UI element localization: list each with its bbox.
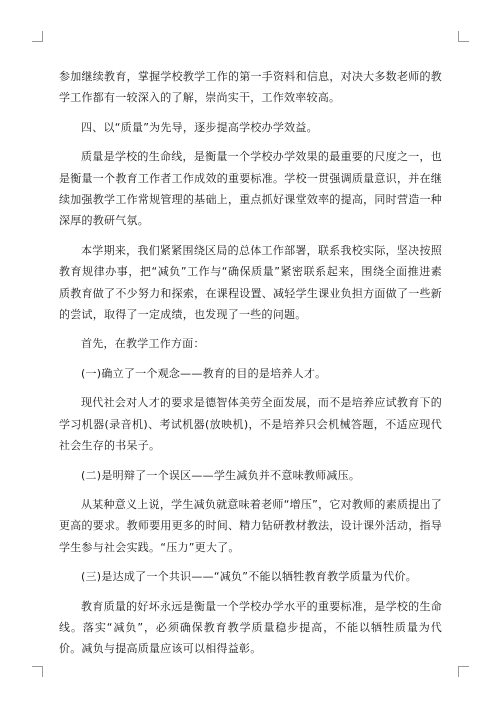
- crop-mark-bottom-left: [32, 666, 43, 677]
- paragraph-semester: 本学期来，我们紧紧围绕区局的总体工作部署，联系我校实际，坚决按照教育规律办事，把“减负”工作与“确保质量”紧密联系起来，围绕全面推进素质教育做了不少努力和探索，在课程设置、减轻学生课业负担方面做了一些新的尝试，取得了一定成绩，也发现了一些的问题。: [59, 243, 442, 322]
- section-heading-four: 四、以“质量”为先导，逐步提高学校办学效益。: [81, 120, 318, 134]
- item-heading-three: (三)是达成了一个共识——“减负”不能以牺牲教育教学质量为代价。: [81, 570, 417, 584]
- paragraph-talent: 现代社会对人才的要求是德智体美劳全面发展，而不是培养应试教育下的学习机器(录音机)、考试机器(放映机)，不是培养只会机械答题，不适应现代社会生存的书呆子。: [59, 396, 442, 453]
- paragraph-quality: 质量是学校的生命线，是衡量一个学校办学效果的最重要的尺度之一，也是衡量一个教育工作者工作成效的重要标准。学校一贯强调质量意识，并在继续加强教学工作常规管理的基础上，重点抓好课堂效率的提高，同时营造一种深厚的教研气氛。: [59, 150, 442, 228]
- paragraph-continued: 参加继续教育，掌握学校教学工作的第一手资料和信息，对决大多数老师的教学工作都有一较深入的了解，崇尚实干，工作效率较高。: [59, 70, 442, 105]
- document-body: [59, 66, 442, 668]
- crop-mark-top-left: [32, 31, 43, 42]
- item-heading-two: (二)是明辩了一个误区——学生减负并不意味教师减压。: [81, 468, 361, 482]
- paragraph-education-quality: 教育质量的好坏永远是衡量一个学校办学水平的重要标准，是学校的生命线。落实“减负”，必须确保教育教学质量稳步提高，不能以牺牲质量为代价。减负与提高质量应该可以相得益彰。: [59, 599, 442, 656]
- paragraph-first: 首先，在教学工作方面：: [81, 337, 205, 351]
- crop-mark-top-right: [458, 31, 469, 42]
- crop-mark-bottom-right: [458, 666, 469, 677]
- paragraph-pressure: 从某种意义上说，学生减负就意味着老师“增压”，它对教师的素质提出了更高的要求。教师要用更多的时间、精力钻研教材教法，设计课外活动，指导学生参与社会实践。“压力”更大了。: [59, 497, 442, 554]
- item-heading-one: (一)确立了一个观念——教育的目的是培养人才。: [81, 366, 327, 380]
